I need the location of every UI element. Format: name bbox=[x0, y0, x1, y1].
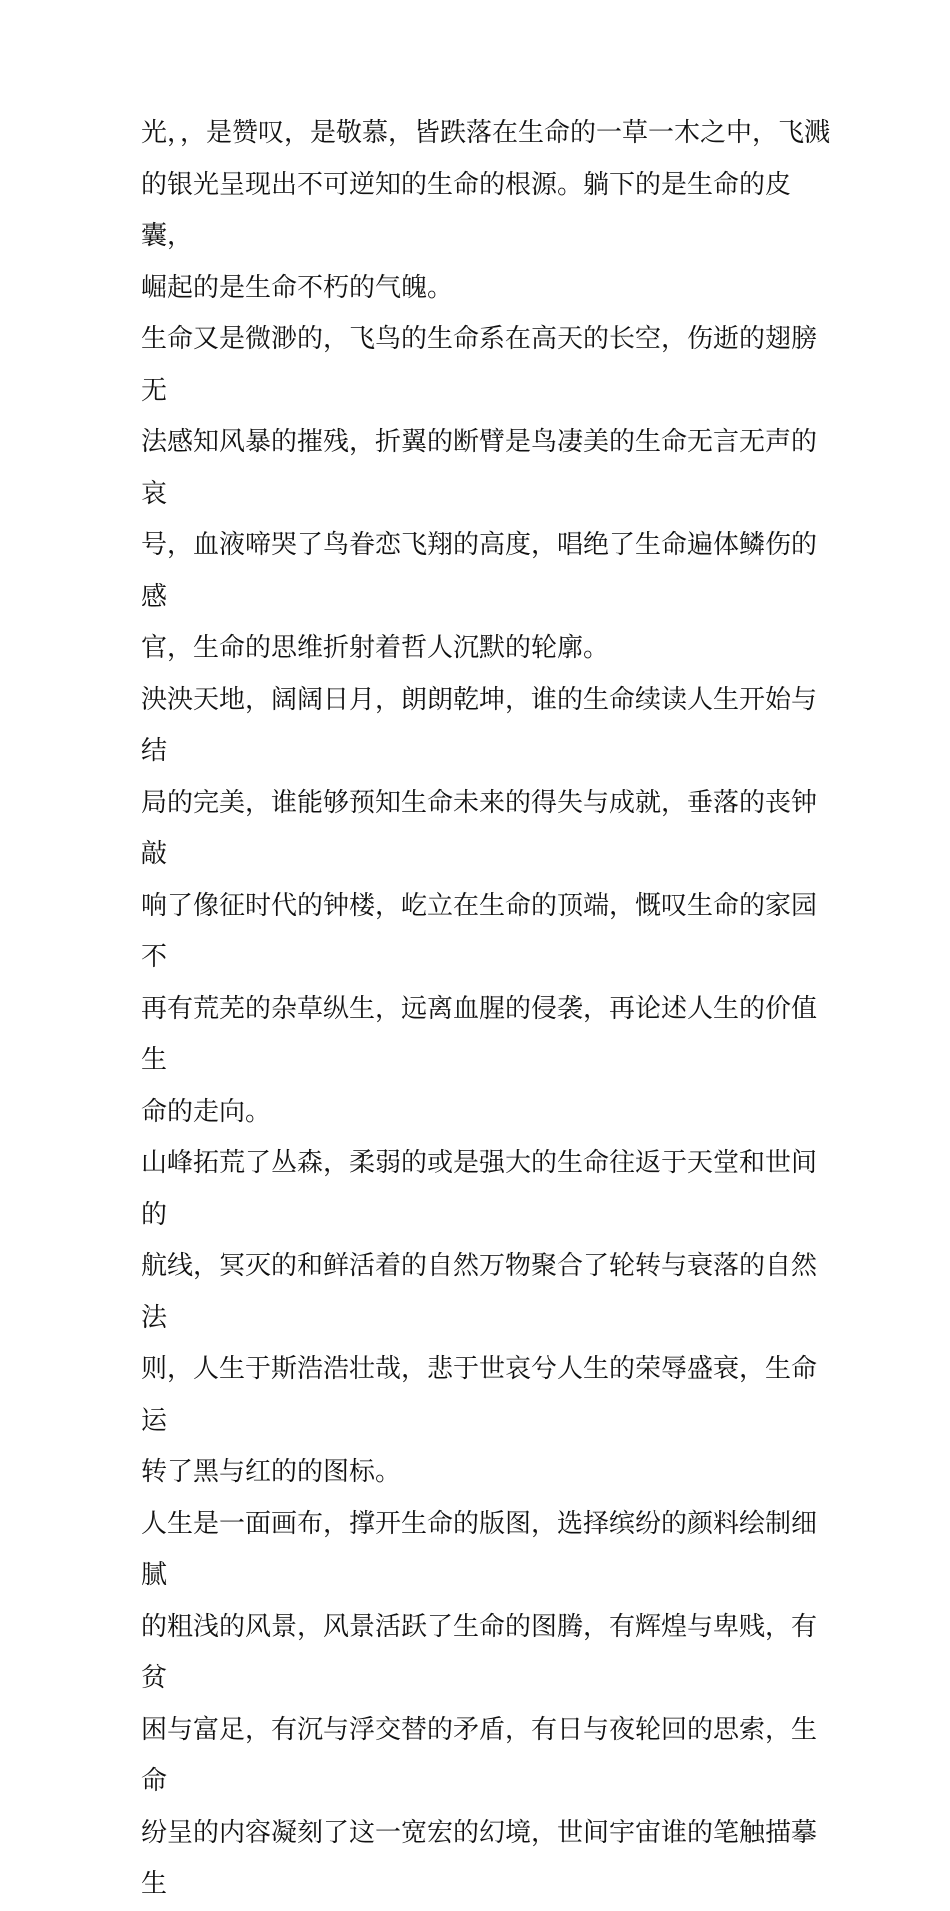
body-text bbox=[141, 108, 831, 1911]
paragraph-4: 山峰拓荒了丛森，柔弱的或是强大的生命往返于天堂和世间的 航线，冥灭的和鲜活着的自然万物聚合了轮转与衰落的自然法 则，人生于斯浩浩壮哉，悲于世哀兮人生的荣辱盛衰，生命运 转了黑与红的的图标。 bbox=[141, 1148, 818, 1487]
paragraph-2: 生命又是微渺的，飞鸟的生命系在高天的长空，伤逝的翅膀无 法感知风暴的摧残，折翼的断臂是鸟凄美的生命无言无声的哀 号，血液啼哭了鸟眷恋飞翔的高度，唱绝了生命遍体鳞伤的感 官，生命的思维折射着哲人沉默的轮廓。 bbox=[141, 324, 818, 663]
paragraph-3: 泱泱天地，阔阔日月，朗朗乾坤，谁的生命续读人生开始与结 局的完美，谁能够预知生命未来的得失与成就，垂落的丧钟敲 响了像征时代的钟楼，屹立在生命的顶端，慨叹生命的家园不 再有荒芜的杂草纵生，远离血腥的侵袭，再论述人生的价值生 命的走向。 bbox=[141, 684, 818, 1127]
paragraph-1: 光，，是赞叹，是敬慕，皆跌落在生命的一草一木之中，飞溅 的银光呈现出不可逆知的生命的根源。躺下的是生命的皮囊， 崛起的是生命不朽的气魄。 bbox=[141, 118, 831, 303]
paragraph-5: 人生是一面画布，撑开生命的版图，选择缤纷的颜料绘制细腻 的粗浅的风景，风景活跃了生命的图腾，有辉煌与卑贱，有贫 困与富足，有沉与浮交替的矛盾，有日与夜轮回的思索，生命 纷呈的内容凝刻了这一宽宏的幻境，世间宇宙谁的笔触描摹生 bbox=[141, 1508, 818, 1899]
